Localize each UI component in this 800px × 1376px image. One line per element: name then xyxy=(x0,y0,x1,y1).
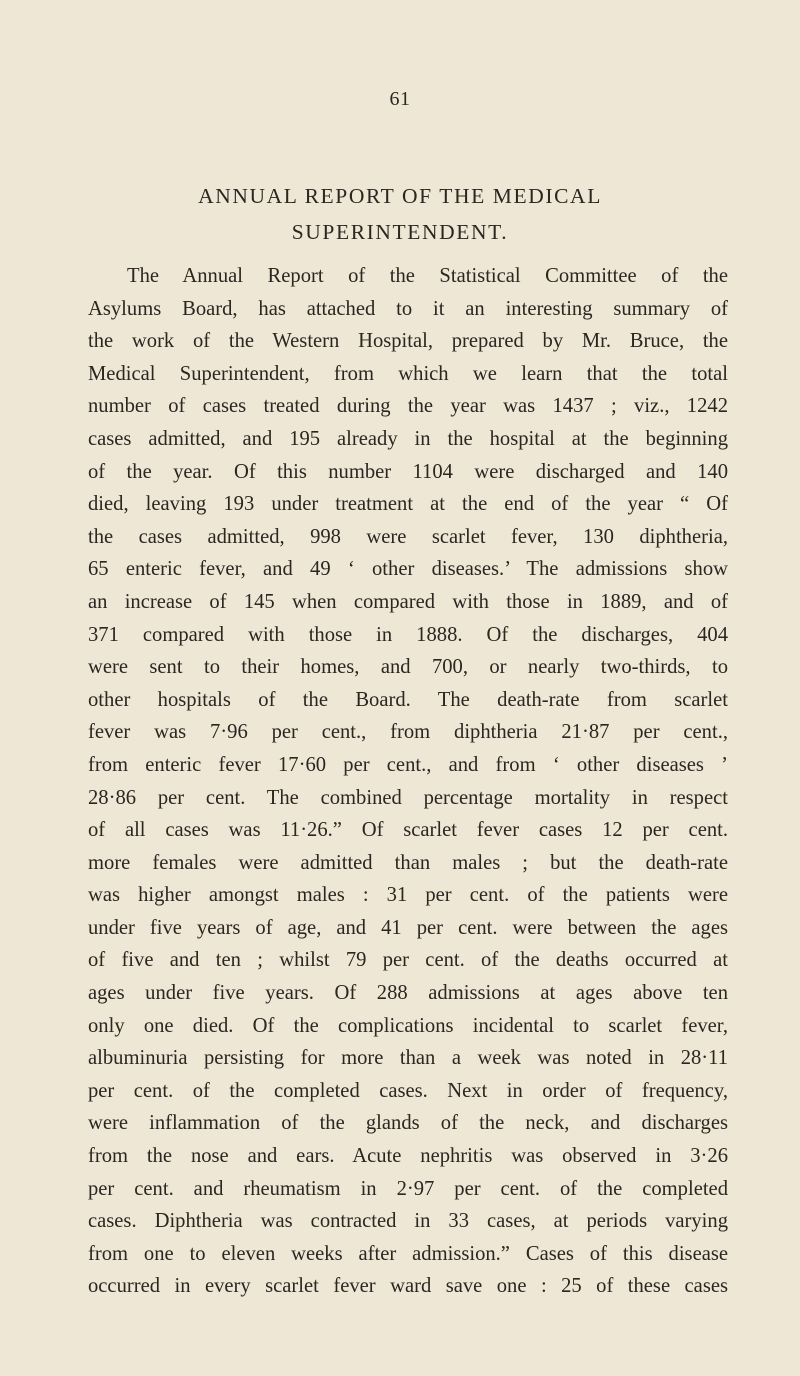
body-line: 371 compared with those in 1888. Of the discharges, 404 xyxy=(88,623,728,646)
body-line: albuminuria persisting for more than a week was noted in 28·11 xyxy=(88,1047,728,1070)
body-line: of all cases was 11·26.” Of scarlet fever cases 12 per cent. xyxy=(88,819,728,842)
body-line: from the nose and ears. Acute nephritis was observed in 3·26 xyxy=(88,1145,728,1168)
report-title-line-1: ANNUAL REPORT OF THE MEDICAL xyxy=(198,184,602,208)
body-line: was higher amongst males : 31 per cent. of the patients were xyxy=(88,884,728,907)
body-line: per cent. of the completed cases. Next in order of frequency, xyxy=(88,1079,728,1102)
body-line: Asylums Board, has attached to it an interesting summary of xyxy=(88,297,728,320)
body-line: of the year. Of this number 1104 were discharged and 140 xyxy=(88,460,728,483)
body-line: died, leaving 193 under treatment at the end of the year “ Of xyxy=(88,493,728,516)
body-line: only one died. Of the complications incidental to scarlet fever, xyxy=(88,1014,728,1037)
body-line: other hospitals of the Board. The death-rate from scarlet xyxy=(88,688,728,711)
body-line: the work of the Western Hospital, prepared by Mr. Bruce, the xyxy=(88,330,728,353)
body-line: from enteric fever 17·60 per cent., and from ‘ other diseases ’ xyxy=(88,753,728,776)
body-line: 65 enteric fever, and 49 ‘ other diseases.’ The admissions show xyxy=(88,558,728,581)
body-line: 28·86 per cent. The combined percentage mortality in respect xyxy=(88,786,728,809)
body-line: under five years of age, and 41 per cent. were between the ages xyxy=(88,916,728,939)
body-line: occurred in every scarlet fever ward save one : 25 of these cases xyxy=(88,1275,728,1298)
body-line: The Annual Report of the Statistical Committee of the xyxy=(127,265,728,287)
body-line: were sent to their homes, and 700, or nearly two-thirds, to xyxy=(88,656,728,679)
body-line: fever was 7·96 per cent., from diphtheria 21·87 per cent., xyxy=(88,721,728,744)
body-line: from one to eleven weeks after admission.” Cases of this disease xyxy=(88,1242,728,1265)
body-line: number of cases treated during the year was 1437 ; viz., 1242 xyxy=(88,395,728,418)
body-line: per cent. and rheumatism in 2·97 per cent. of the completed xyxy=(88,1177,728,1200)
body-line: an increase of 145 when compared with those in 1889, and of xyxy=(88,590,728,613)
body-line: the cases admitted, 998 were scarlet fever, 130 diphtheria, xyxy=(88,525,728,548)
body-line: of five and ten ; whilst 79 per cent. of the deaths occurred at xyxy=(88,949,728,972)
body-line: were inflammation of the glands of the neck, and discharges xyxy=(88,1112,728,1135)
report-title xyxy=(0,178,800,250)
body-line: ages under five years. Of 288 admissions at ages above ten xyxy=(88,982,728,1005)
body-line: cases. Diphtheria was contracted in 33 cases, at periods varying xyxy=(88,1210,728,1233)
report-title-line-2: SUPERINTENDENT. xyxy=(291,220,509,244)
body-line: Medical Superintendent, from which we learn that the total xyxy=(88,362,728,385)
body-text xyxy=(88,260,728,1303)
body-line: cases admitted, and 195 already in the hospital at the beginning xyxy=(88,427,728,450)
body-line: more females were admitted than males ; but the death-rate xyxy=(88,851,728,874)
page-number: 61 xyxy=(389,88,411,110)
